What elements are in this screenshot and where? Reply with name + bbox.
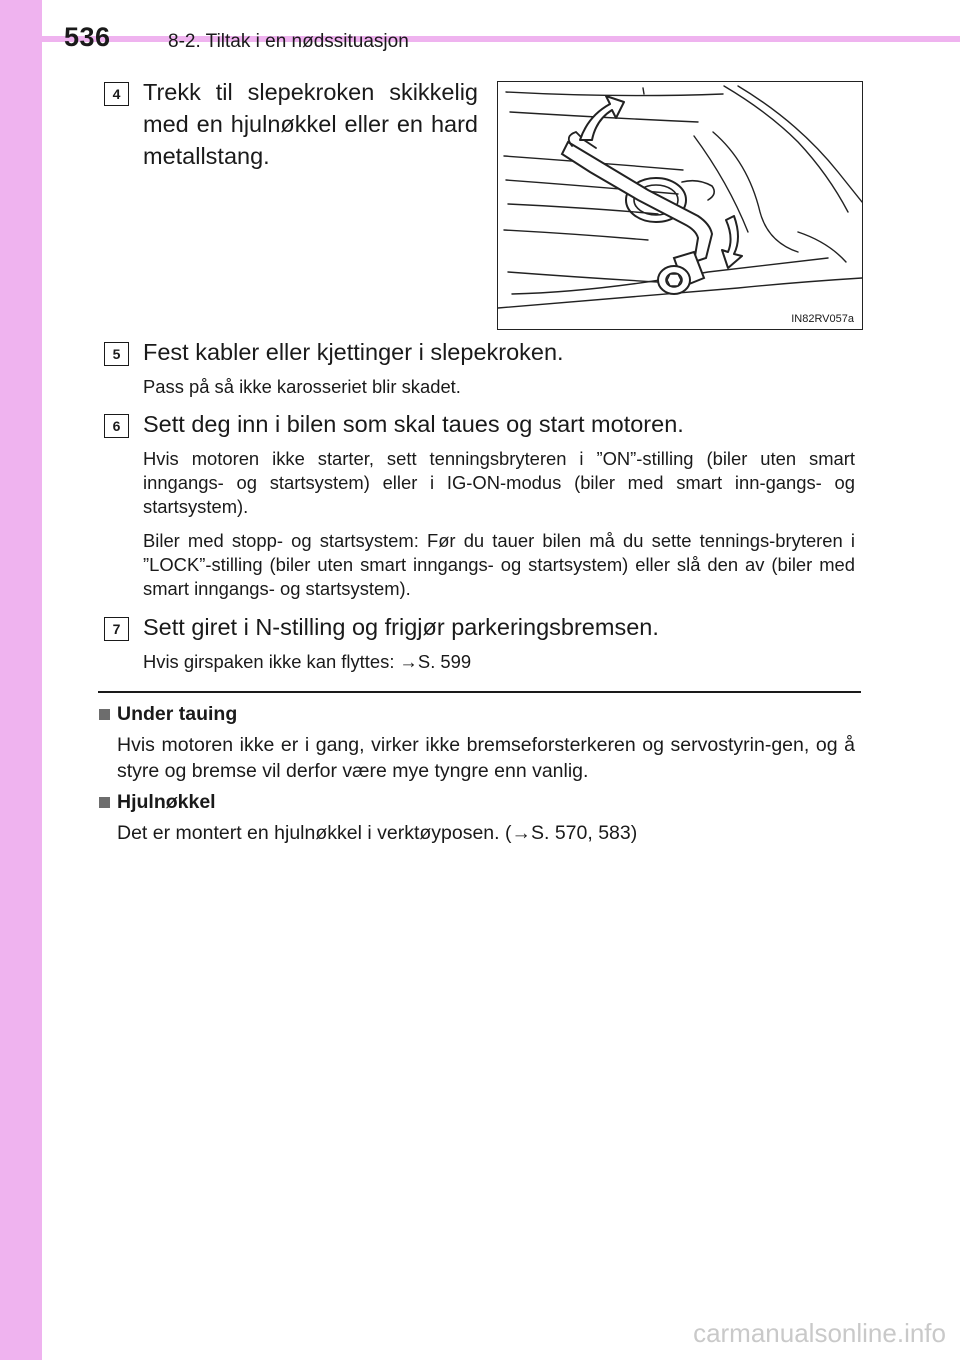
step-4-line-2: med en hjulnøkkel eller en hard <box>143 111 478 137</box>
step-number-5: 5 <box>104 342 129 366</box>
step-number-7: 7 <box>104 617 129 641</box>
step-6-text: Sett deg inn i bilen som skal taues og start motoren. <box>143 411 684 437</box>
header-band <box>0 0 960 36</box>
step-6-note-2: Biler med stopp- og startsystem: Før du tauer bilen må du sette tennings-bryteren i ”LOCK”-stilling (biler uten smart inngangs- og startsystem) eller slå den av (biler med smart inngangs- og startsystem). <box>143 530 855 599</box>
section-divider <box>98 691 861 693</box>
step-5-note: Pass på så ikke karosseriet blir skadet. <box>143 376 461 397</box>
section-title: 8-2. Tiltak i en nødssituasjon <box>168 31 409 52</box>
figure-code: IN82RV057a <box>791 313 854 325</box>
section-body-under-tauing: Hvis motoren ikke er i gang, virker ikke bremseforsterkeren og servostyrin-gen, og å styre og bremse vil derfor være mye tyngre enn vanlig. <box>117 734 855 782</box>
square-bullet-icon <box>99 709 110 720</box>
step-4-line-3: metallstang. <box>143 143 270 169</box>
wrench-on-towing-hook-drawing <box>498 82 862 329</box>
towing-hook-illustration <box>497 81 863 330</box>
step-4-line-1: Trekk til slepekroken skikkelig <box>143 79 478 105</box>
header-band-accent <box>0 0 42 36</box>
chapter-color-strip <box>0 0 42 1360</box>
section-body-hjulnokkel: Det er montert en hjulnøkkel i verktøyposen. (→S. 570, 583) <box>117 822 638 844</box>
square-bullet-icon <box>99 797 110 808</box>
watermark: carmanualsonline.info <box>693 1318 946 1348</box>
step-7-text: Sett giret i N-stilling og frigjør parkeringsbremsen. <box>143 614 659 640</box>
step-number-4: 4 <box>104 82 129 106</box>
step-6-note-1: Hvis motoren ikke starter, sett tenningsbryteren i ”ON”-stilling (biler uten smart inngangs- og startsystem) eller i IG-ON-modus (biler med smart inn-gangs- og startsystem). <box>143 448 855 517</box>
section-heading-under-tauing: Under tauing <box>117 703 238 725</box>
step-7-note: Hvis girspaken ikke kan flyttes: →S. 599 <box>143 651 472 672</box>
step-number-6: 6 <box>104 414 129 438</box>
step-5-text: Fest kabler eller kjettinger i slepekroken. <box>143 339 564 365</box>
page-number: 536 <box>64 22 111 52</box>
section-heading-hjulnokkel: Hjulnøkkel <box>117 791 216 813</box>
